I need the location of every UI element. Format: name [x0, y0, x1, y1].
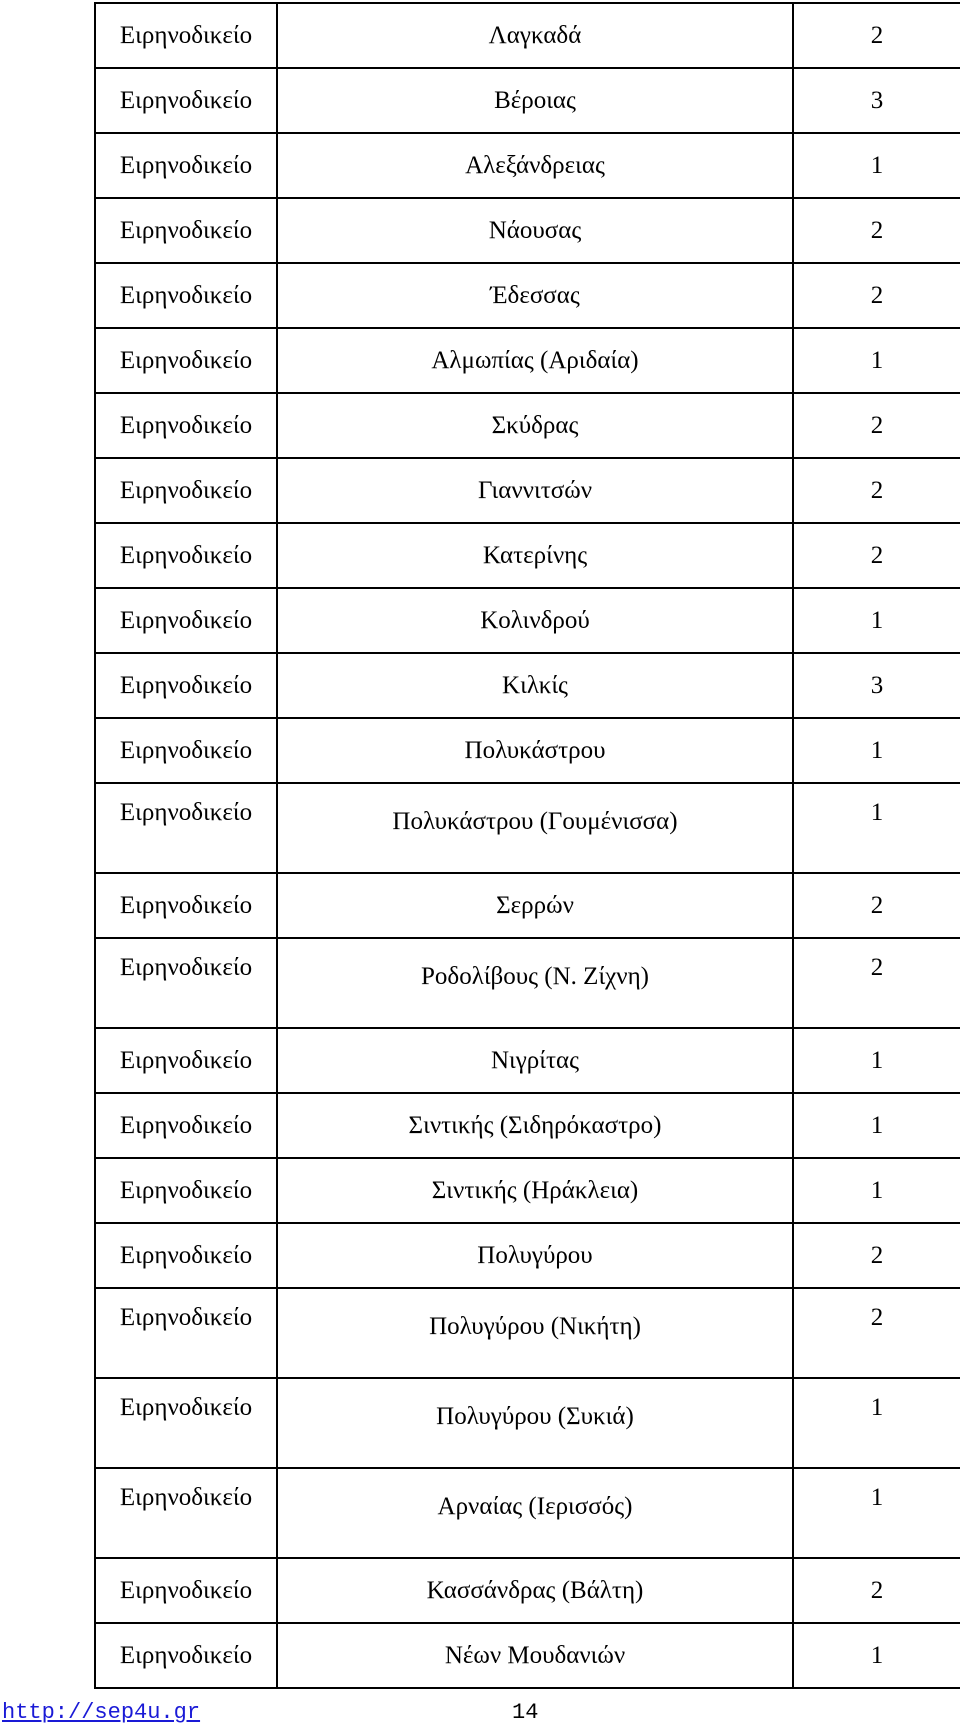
court-type-cell: Ειρηνοδικείο: [95, 68, 277, 133]
table-row: [95, 1028, 960, 1093]
court-type-cell: Ειρηνοδικείο: [95, 263, 277, 328]
court-type-cell: Ειρηνοδικείο: [95, 1623, 277, 1688]
table-row: [95, 783, 960, 873]
court-location-cell: Λαγκαδά: [277, 3, 793, 68]
court-location-cell: Ροδολίβους (Ν. Ζίχνη): [277, 938, 793, 1028]
court-type-cell: Ειρηνοδικείο: [95, 1223, 277, 1288]
court-type-cell: Ειρηνοδικείο: [95, 1288, 277, 1378]
court-location-cell: Πολυγύρου (Συκιά): [277, 1378, 793, 1468]
court-location-cell: Αρναίας (Ιερισσός): [277, 1468, 793, 1558]
court-type-cell: Ειρηνοδικείο: [95, 718, 277, 783]
court-count-cell: 2: [793, 393, 960, 458]
table-row: [95, 1558, 960, 1623]
court-type-cell: Ειρηνοδικείο: [95, 3, 277, 68]
court-count-cell: 1: [793, 1378, 960, 1468]
court-location-cell: Κολινδρού: [277, 588, 793, 653]
table-row: [95, 198, 960, 263]
court-type-cell: Ειρηνοδικείο: [95, 198, 277, 263]
court-count-cell: 2: [793, 263, 960, 328]
court-type-cell: Ειρηνοδικείο: [95, 393, 277, 458]
table-row: [95, 263, 960, 328]
court-count-cell: 1: [793, 133, 960, 198]
table-row: [95, 523, 960, 588]
page-number: 14: [512, 1700, 539, 1725]
court-location-cell: Κασσάνδρας (Βάλτη): [277, 1558, 793, 1623]
table-row: [95, 328, 960, 393]
court-type-cell: Ειρηνοδικείο: [95, 1468, 277, 1558]
court-count-cell: 2: [793, 523, 960, 588]
table-row: [95, 718, 960, 783]
table-row: [95, 3, 960, 68]
court-location-cell: Πολυκάστρου: [277, 718, 793, 783]
court-location-cell: Πολυγύρου (Νικήτη): [277, 1288, 793, 1378]
court-count-cell: 2: [793, 1223, 960, 1288]
table-row: [95, 393, 960, 458]
court-location-cell: Σκύδρας: [277, 393, 793, 458]
court-count-cell: 1: [793, 328, 960, 393]
table-row: [95, 1093, 960, 1158]
court-location-cell: Γιαννιτσών: [277, 458, 793, 523]
court-location-cell: Νέων Μουδανιών: [277, 1623, 793, 1688]
court-type-cell: Ειρηνοδικείο: [95, 1378, 277, 1468]
court-location-cell: Νάουσας: [277, 198, 793, 263]
court-count-cell: 1: [793, 588, 960, 653]
court-type-cell: Ειρηνοδικείο: [95, 523, 277, 588]
court-count-cell: 1: [793, 1158, 960, 1223]
table-row: [95, 1223, 960, 1288]
court-count-cell: 2: [793, 3, 960, 68]
footer-link[interactable]: http://sep4u.gr: [2, 1700, 201, 1725]
court-location-cell: Κιλκίς: [277, 653, 793, 718]
table-row: [95, 938, 960, 1028]
court-type-cell: Ειρηνοδικείο: [95, 873, 277, 938]
court-count-cell: 1: [793, 1623, 960, 1688]
table-row: [95, 1158, 960, 1223]
court-count-cell: 1: [793, 1028, 960, 1093]
court-location-cell: Βέροιας: [277, 68, 793, 133]
court-count-cell: 2: [793, 873, 960, 938]
court-type-cell: Ειρηνοδικείο: [95, 1558, 277, 1623]
court-location-cell: Πολυκάστρου (Γουμένισσα): [277, 783, 793, 873]
court-count-cell: 1: [793, 1093, 960, 1158]
court-location-cell: Σιντικής (Σιδηρόκαστρο): [277, 1093, 793, 1158]
court-count-cell: 1: [793, 718, 960, 783]
courts-table-body: [95, 3, 960, 1688]
courts-table: [94, 2, 960, 1689]
court-count-cell: 1: [793, 1468, 960, 1558]
court-count-cell: 3: [793, 653, 960, 718]
table-row: [95, 653, 960, 718]
table-row: [95, 133, 960, 198]
court-count-cell: 2: [793, 938, 960, 1028]
table-row: [95, 588, 960, 653]
court-type-cell: Ειρηνοδικείο: [95, 588, 277, 653]
court-location-cell: Αλεξάνδρειας: [277, 133, 793, 198]
table-row: [95, 1468, 960, 1558]
court-type-cell: Ειρηνοδικείο: [95, 1093, 277, 1158]
court-type-cell: Ειρηνοδικείο: [95, 1158, 277, 1223]
court-count-cell: 2: [793, 1558, 960, 1623]
court-location-cell: Κατερίνης: [277, 523, 793, 588]
court-location-cell: Πολυγύρου: [277, 1223, 793, 1288]
table-row: [95, 1623, 960, 1688]
court-count-cell: 1: [793, 783, 960, 873]
court-type-cell: Ειρηνοδικείο: [95, 458, 277, 523]
court-count-cell: 2: [793, 1288, 960, 1378]
court-type-cell: Ειρηνοδικείο: [95, 938, 277, 1028]
table-row: [95, 458, 960, 523]
court-location-cell: Αλμωπίας (Αριδαία): [277, 328, 793, 393]
table-row: [95, 68, 960, 133]
table-row: [95, 873, 960, 938]
court-location-cell: Σιντικής (Ηράκλεια): [277, 1158, 793, 1223]
court-count-cell: 2: [793, 458, 960, 523]
court-type-cell: Ειρηνοδικείο: [95, 783, 277, 873]
court-count-cell: 3: [793, 68, 960, 133]
table-row: [95, 1288, 960, 1378]
court-location-cell: Σερρών: [277, 873, 793, 938]
court-count-cell: 2: [793, 198, 960, 263]
court-type-cell: Ειρηνοδικείο: [95, 133, 277, 198]
court-location-cell: Έδεσσας: [277, 263, 793, 328]
court-location-cell: Νιγρίτας: [277, 1028, 793, 1093]
court-type-cell: Ειρηνοδικείο: [95, 653, 277, 718]
table-row: [95, 1378, 960, 1468]
court-type-cell: Ειρηνοδικείο: [95, 328, 277, 393]
court-type-cell: Ειρηνοδικείο: [95, 1028, 277, 1093]
